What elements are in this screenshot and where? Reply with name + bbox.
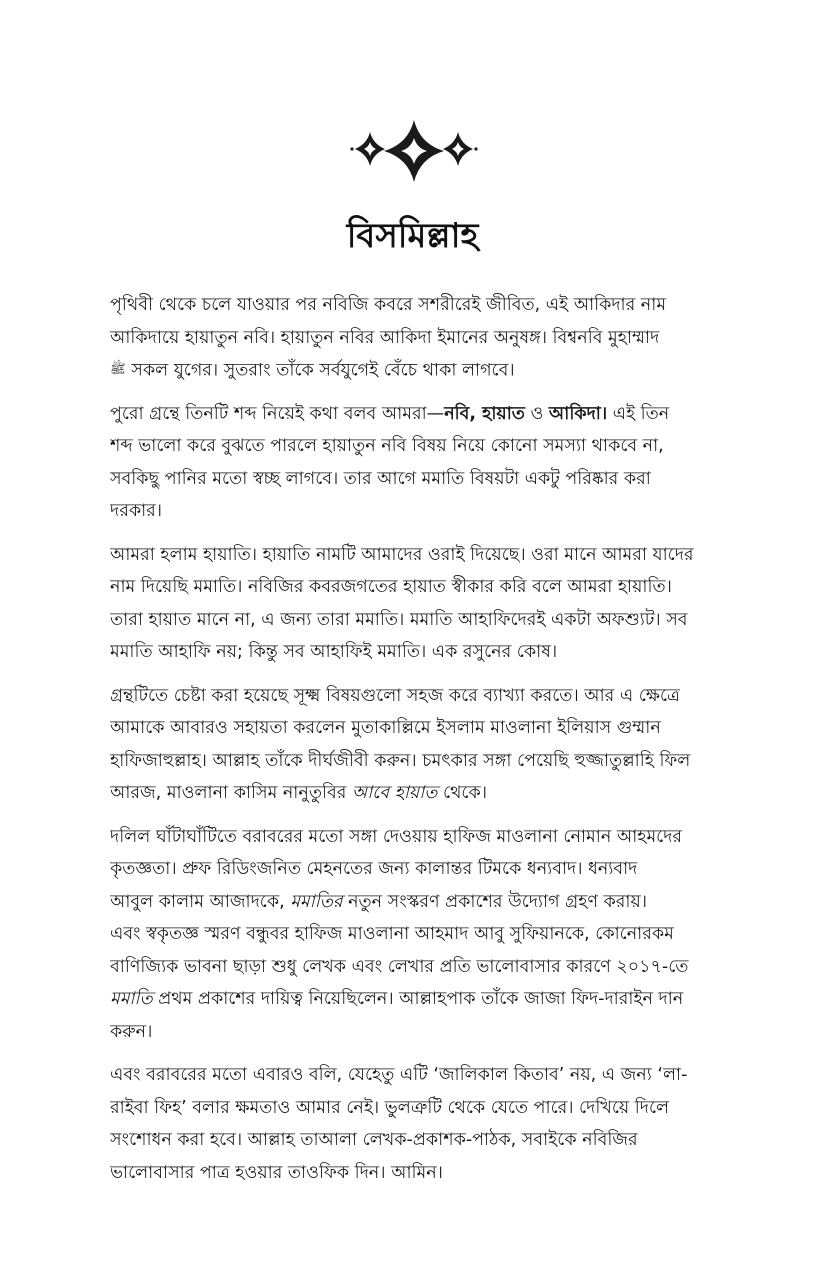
text-line: দলিল ঘাঁটাঘাঁটিতে বরাবরের মতো সঙ্গা দেওয়ায় হাফিজ মাওলানা নোমান আহমদের — [110, 826, 683, 847]
text-line: হাফিজাহুল্লাহ। আল্লাহ তাঁকে দীর্ঘজীবী করুন। চমৎকার সঙ্গা পেয়েছি হুজ্জাতুল্লাহি ফিল — [110, 750, 691, 771]
text-line: বাণিজ্যিক ভাবনা ছাড়া শুধু লেখক এবং লেখার প্রতি ভালোবাসার কারণে ২০১৭-তে — [110, 956, 689, 977]
text-line — [110, 983, 716, 1016]
text-line: শব্দ ভালো করে বুঝতে পারলে হায়াতুন নবি বিষয় নিয়ে কোনো সমস্যা থাকবে না, — [110, 436, 664, 457]
text-fragment: থেকে। — [437, 783, 487, 804]
text-line — [110, 777, 716, 810]
text-line: গ্রন্থটিতে চেষ্টা করা হয়েছে সূক্ষ্ম বিষয়গুলো সহজ করে ব্যাখ্যা করতে। আর এ ক্ষেত্রে — [110, 685, 680, 706]
italic-book-title: আবে হায়াত — [351, 783, 438, 804]
text-line: করুন। — [110, 1021, 153, 1042]
paragraph-4 — [110, 680, 716, 810]
text-line: সংশোধন করা হবে। আল্লাহ তাআলা লেখক-প্রকাশক-পাঠক, সবাইকে নবিজির — [110, 1130, 638, 1151]
italic-book-title: মমাতি — [110, 989, 153, 1010]
text-fragment: আরজ, মাওলানা কাসিম নানুতুবির — [110, 783, 352, 804]
text-line: কৃতজ্ঞতা। প্রুফ রিডিংজনিত মেহনতের জন্য কালান্তর টিমকে ধন্যবাদ। ধন্যবাদ — [110, 859, 638, 880]
text-line: মমাতি আহাফি নয়; কিন্তু সব আহাফিই মমাতি। এক রসুনের কোষ। — [110, 642, 558, 663]
text-fragment: প্রথম প্রকাশের দায়িত্ব নিয়েছিলেন। আল্লাহপাক তাঁকে জাজা ফিদ-দারাইন দান — [152, 989, 684, 1010]
bold-term: আকিদা। — [548, 403, 608, 424]
text-line: আকিদায়ে হায়াতুন নবি। হায়াতুন নবির আকিদা ইমানের অনুষঙ্গ। বিশ্বনবি মুহাম্মাদ — [110, 327, 660, 348]
bold-term: নবি, হায়াত — [444, 403, 525, 424]
paragraph-2 — [110, 398, 716, 528]
paragraph-1 — [110, 289, 716, 387]
text-line — [110, 398, 716, 431]
left-dot — [350, 147, 353, 150]
text-fragment: ও — [524, 403, 549, 424]
body-text — [110, 289, 716, 1200]
right-dot — [474, 147, 477, 150]
text-line: আমাকে আবারও সহায়তা করলেন মুতাকাল্লিমে ইসলাম মাওলানা ইলিয়াস গুম্মান — [110, 718, 661, 739]
text-fragment: সকল যুগের। সুতরাং তাঁকে সর্বযুগেই বেঁচে থাকা লাগবে। — [131, 360, 515, 381]
text-line: এবং বরাবরের মতো এবারও বলি, যেহেতু এটি ‘জালিকাল কিতাব’ নয়, এ জন্য ‘লা- — [110, 1065, 688, 1086]
salawat-symbol: ﷺ — [110, 362, 126, 377]
page-title: বিসমিল্লাহ — [346, 216, 479, 256]
text-fragment: এই তিন — [607, 403, 670, 424]
text-fragment: আবুল কালাম আজাদকে, — [110, 891, 291, 912]
text-line: রাইবা ফিহ’ বলার ক্ষমতাও আমার নেই। ভুলত্রুটি থেকে যেতে পারে। দেখিয়ে দিলে — [110, 1097, 670, 1118]
text-line: দরকার। — [110, 501, 163, 522]
text-line: নাম দিয়েছি মমাতি। নবিজির কবরজগতের হায়াত স্বীকার করি বলে আমরা হায়াতি। — [110, 577, 672, 598]
text-fragment: পুরো গ্রন্থে তিনটি শব্দ নিয়েই কথা বলব আমরা— — [110, 403, 445, 424]
diamond-star-ornament-icon — [350, 118, 478, 184]
paragraph-5 — [110, 821, 716, 1049]
italic-book-title: মমাতির — [290, 891, 343, 912]
text-line: ভালোবাসার পাত্র হওয়ার তাওফিক দিন। আমিন। — [110, 1162, 443, 1183]
text-line: পৃথিবী থেকে চলে যাওয়ার পর নবিজি কবরে সশরীরেই জীবিত, এই আকিদার নাম — [110, 295, 667, 315]
text-fragment: নতুন সংস্করণ প্রকাশের উদ্যোগ গ্রহণ করায়। — [342, 891, 648, 912]
text-line: আমরা হলাম হায়াতি। হায়াতি নামটি আমাদের ওরাই দিয়েছে। ওরা মানে আমরা যাদের — [110, 544, 694, 565]
text-line — [110, 886, 716, 919]
paragraph-3 — [110, 539, 716, 669]
text-line: সবকিছু পানির মতো স্বচ্ছ লাগবে। তার আগে মমাতি বিষয়টা একটু পরিষ্কার করা — [110, 468, 651, 489]
paragraph-6 — [110, 1059, 716, 1189]
text-line — [110, 354, 716, 387]
text-line: এবং স্বকৃতজ্ঞ স্মরণ বন্ধুবর হাফিজ মাওলানা আহমাদ আবু সুফিয়ানকে, কোনোরকম — [110, 924, 674, 945]
text-line: তারা হায়াত মানে না, এ জন্য তারা মমাতি। মমাতি আহাফিদেরই একটা অফশ্যুট। সব — [110, 609, 688, 630]
